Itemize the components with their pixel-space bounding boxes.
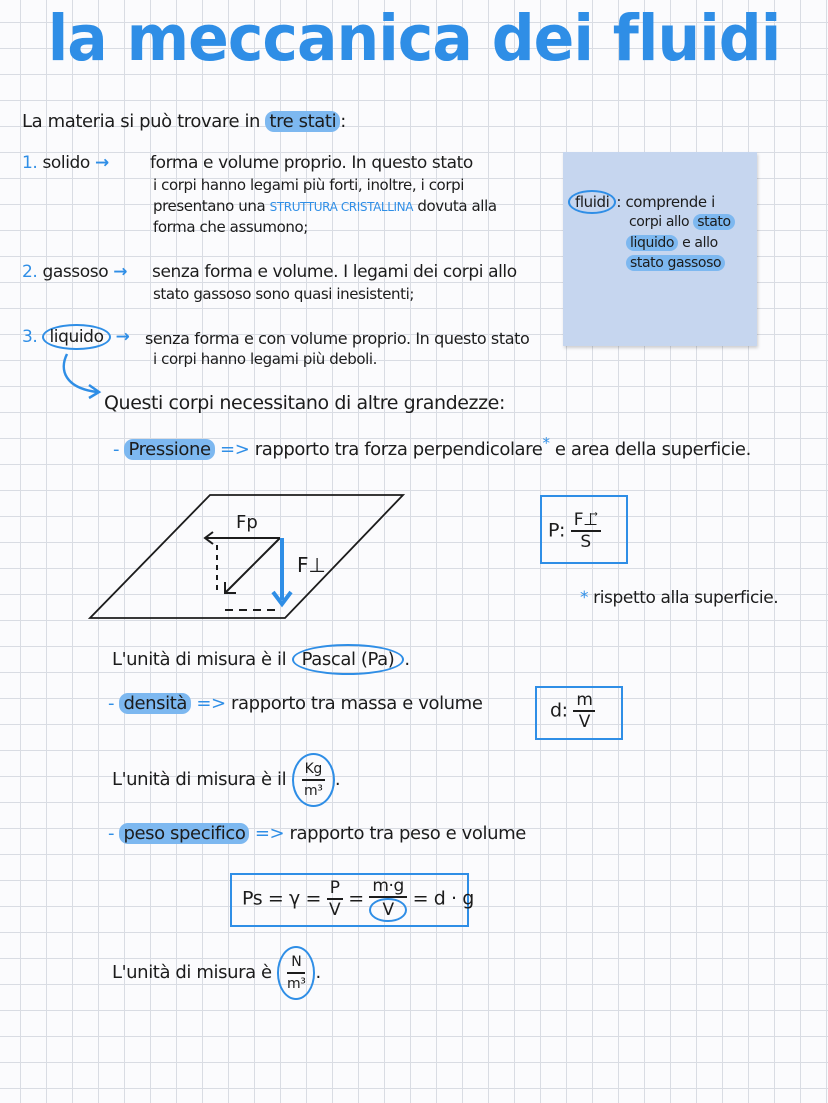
unit-fraction xyxy=(292,753,335,807)
formula-ps xyxy=(242,876,474,922)
implies-icon: => xyxy=(254,823,285,844)
formula-lhs: P: xyxy=(548,519,566,542)
state-line: stato gassoso sono quasi inesistenti; xyxy=(153,285,415,303)
peso-text: rapporto tra peso e volume xyxy=(289,823,526,844)
ps-symbol: Ps xyxy=(242,887,263,910)
term-pressione: Pressione xyxy=(124,439,214,460)
fraction-den: V xyxy=(329,900,341,920)
state-number: 1. xyxy=(22,153,38,173)
dash: - xyxy=(113,439,120,460)
formula-p xyxy=(548,510,601,552)
implies-icon: => xyxy=(196,693,226,714)
fraction xyxy=(573,690,595,732)
formula-d xyxy=(550,690,595,732)
caps-term: STRUTTURA CRISTALLINA xyxy=(269,200,414,214)
fraction-den: m³ xyxy=(303,783,323,799)
state-line: i corpi hanno legami più forti, inoltre, i corpi xyxy=(153,176,464,194)
intro-highlight: tre stati xyxy=(265,111,340,132)
unit-prefix: L'unità di misura è il xyxy=(112,769,287,790)
note-line xyxy=(629,214,735,230)
unit-prefix: L'unità di misura è xyxy=(112,962,272,983)
fraction-num: m·g xyxy=(369,876,407,898)
note-highlight: stato gassoso xyxy=(626,255,725,271)
state-name: liquido xyxy=(42,324,110,350)
note-text: corpi allo xyxy=(629,214,690,230)
unit-suffix: . xyxy=(315,962,321,983)
state-gassoso-label xyxy=(22,262,127,282)
note-first-line xyxy=(568,193,715,211)
unit-suffix: . xyxy=(334,769,341,790)
pressure-diagram xyxy=(85,490,415,625)
state-line-text: dovuta alla xyxy=(417,197,497,215)
term-peso: peso specifico xyxy=(119,823,249,844)
note-line xyxy=(626,255,725,271)
pressione-text: rapporto tra forza perpendicolare xyxy=(254,439,543,460)
state-number: 3. xyxy=(22,327,38,347)
pascal-unit: Pascal (Pa) xyxy=(292,644,405,675)
peso-line xyxy=(108,823,526,844)
unit-fraction xyxy=(277,946,315,1000)
note-word: fluidi xyxy=(568,190,616,214)
note-highlight: stato xyxy=(693,214,734,230)
pascal-prefix: L'unità di misura è il xyxy=(112,649,287,670)
fraction-den: V xyxy=(369,898,407,922)
state-line xyxy=(153,197,497,215)
fraction-num: m xyxy=(573,690,595,712)
note-text: : comprende i xyxy=(616,193,715,211)
fraction-den: S xyxy=(580,532,591,552)
fraction-num: P xyxy=(327,878,343,900)
asterisk-icon: * xyxy=(580,588,589,608)
page-title: la meccanica dei fluidi xyxy=(47,2,781,76)
pressione-line xyxy=(113,434,751,460)
fraction-num: N xyxy=(287,952,305,974)
note-text: e allo xyxy=(682,235,718,251)
ps-eq: = xyxy=(348,887,364,910)
arrow-icon: → xyxy=(94,153,109,173)
state-liquido-label xyxy=(22,327,129,347)
ps-end: = d · g xyxy=(412,887,474,910)
state-solido-label xyxy=(22,153,109,173)
fraction-den: V xyxy=(578,712,591,732)
footnote xyxy=(580,588,778,608)
fperp-label: F⊥ xyxy=(297,553,326,577)
intro-suffix: : xyxy=(340,111,346,132)
asterisk-icon: * xyxy=(542,434,550,452)
unit-ps-line xyxy=(112,946,321,1000)
fraction xyxy=(327,878,343,920)
state-line: senza forma e con volume proprio. In questo stato xyxy=(145,329,530,348)
arrow-icon: → xyxy=(115,327,130,347)
fraction-num: F⊥⃗ xyxy=(571,510,601,532)
unit-d-line xyxy=(112,753,340,807)
state-line: senza forma e volume. I legami dei corpi allo xyxy=(152,262,517,282)
ps-gamma: = γ = xyxy=(267,887,322,910)
fp-label: Fp xyxy=(236,512,258,533)
fraction xyxy=(571,510,601,552)
state-line: forma che assumono; xyxy=(153,218,308,236)
implies-icon: => xyxy=(220,439,250,460)
bend-arrow-icon xyxy=(55,352,105,400)
dash: - xyxy=(108,693,115,714)
state-line-text: presentano una xyxy=(153,197,266,215)
state-name: solido xyxy=(42,153,90,173)
term-densita: densità xyxy=(119,693,191,714)
formula-lhs: d: xyxy=(550,699,568,722)
arrow-icon: → xyxy=(113,262,128,282)
fraction-den: m³ xyxy=(287,976,306,992)
footnote-text: rispetto alla superficie. xyxy=(593,588,779,608)
state-line: forma e volume proprio. In questo stato xyxy=(150,153,473,173)
grandezze-line: Questi corpi necessitano di altre grandezze: xyxy=(104,392,505,414)
densita-line xyxy=(108,693,483,714)
fraction xyxy=(369,876,407,922)
state-number: 2. xyxy=(22,262,38,282)
intro-line xyxy=(22,111,346,132)
state-line: i corpi hanno legami più deboli. xyxy=(153,350,378,368)
densita-text: rapporto tra massa e volume xyxy=(231,693,483,714)
state-name: gassoso xyxy=(42,262,109,282)
pascal-suffix: . xyxy=(404,649,410,670)
intro-prefix: La materia si può trovare in xyxy=(22,111,261,132)
dash: - xyxy=(108,823,115,844)
note-line xyxy=(626,235,718,251)
fraction-num: Kg xyxy=(302,759,325,781)
note-highlight: liquido xyxy=(626,235,678,251)
pascal-line xyxy=(112,649,410,670)
pressione-text2: e area della superficie. xyxy=(554,439,751,460)
